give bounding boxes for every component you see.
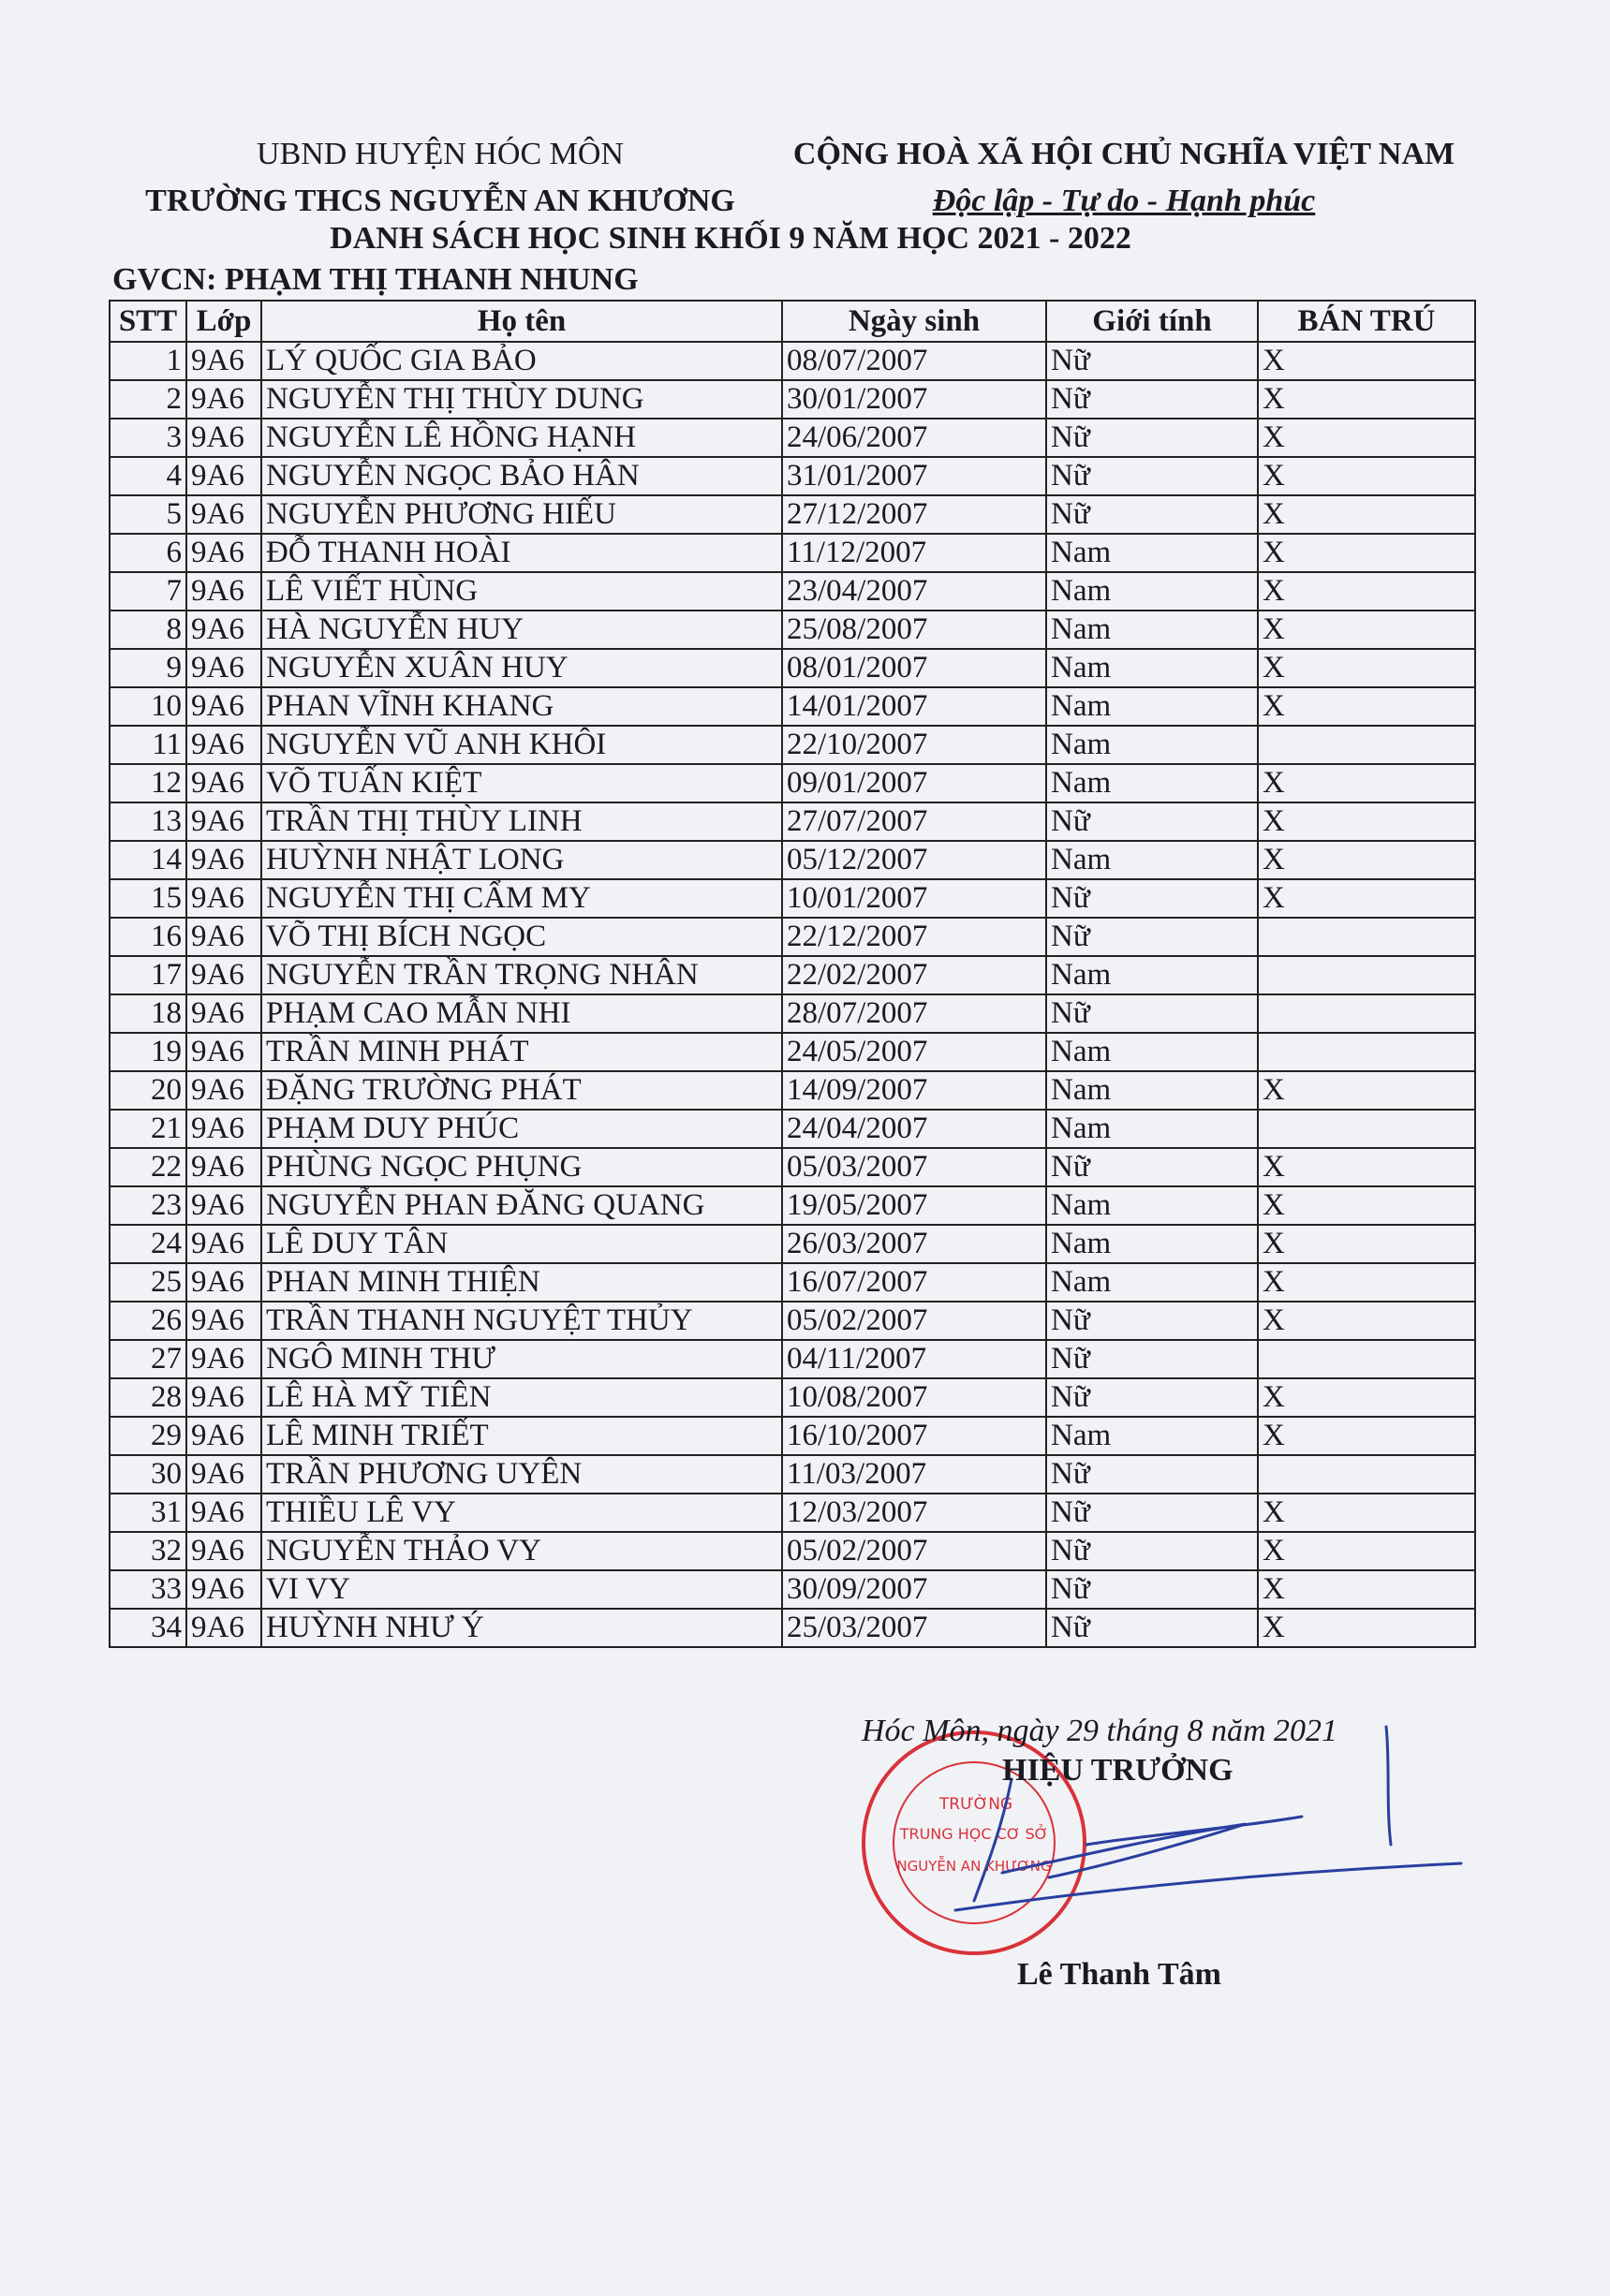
cell-gender: Nữ bbox=[1046, 1609, 1258, 1647]
cell-boarding: X bbox=[1258, 1378, 1475, 1417]
cell-gender: Nam bbox=[1046, 1225, 1258, 1263]
cell-gender: Nữ bbox=[1046, 1532, 1258, 1570]
table-row bbox=[110, 1110, 1475, 1148]
table-row bbox=[110, 1570, 1475, 1609]
stamp-line-1: TRƯỜNG bbox=[938, 1795, 1013, 1814]
cell-gender: Nam bbox=[1046, 611, 1258, 649]
cell-birthdate: 22/02/2007 bbox=[782, 956, 1046, 994]
cell-boarding: X bbox=[1258, 802, 1475, 841]
cell-boarding: X bbox=[1258, 1302, 1475, 1340]
cell-boarding: X bbox=[1258, 1148, 1475, 1186]
table-row bbox=[110, 1225, 1475, 1263]
cell-birthdate: 23/04/2007 bbox=[782, 572, 1046, 611]
cell-stt: 22 bbox=[110, 1148, 186, 1186]
cell-boarding: X bbox=[1258, 1609, 1475, 1647]
cell-class: 9A6 bbox=[186, 534, 261, 572]
table-row bbox=[110, 495, 1475, 534]
table-row bbox=[110, 534, 1475, 572]
cell-birthdate: 25/08/2007 bbox=[782, 611, 1046, 649]
cell-name: HUỲNH NHƯ Ý bbox=[261, 1609, 782, 1647]
cell-class: 9A6 bbox=[186, 1071, 261, 1110]
cell-birthdate: 08/01/2007 bbox=[782, 649, 1046, 687]
cell-gender: Nữ bbox=[1046, 1570, 1258, 1609]
cell-gender: Nữ bbox=[1046, 994, 1258, 1033]
cell-name: LÊ DUY TÂN bbox=[261, 1225, 782, 1263]
cell-boarding bbox=[1258, 1340, 1475, 1378]
cell-name: NGUYỄN TRẦN TRỌNG NHÂN bbox=[261, 956, 782, 994]
table-row bbox=[110, 841, 1475, 879]
cell-birthdate: 24/06/2007 bbox=[782, 419, 1046, 457]
table-row bbox=[110, 611, 1475, 649]
table-row bbox=[110, 1378, 1475, 1417]
cell-birthdate: 12/03/2007 bbox=[782, 1494, 1046, 1532]
cell-birthdate: 04/11/2007 bbox=[782, 1340, 1046, 1378]
col-header-stt: STT bbox=[110, 301, 186, 342]
table-row bbox=[110, 1494, 1475, 1532]
cell-class: 9A6 bbox=[186, 1378, 261, 1417]
homeroom-teacher: GVCN: PHẠM THỊ THANH NHUNG bbox=[112, 262, 639, 297]
cell-birthdate: 05/03/2007 bbox=[782, 1148, 1046, 1186]
cell-name: VI VY bbox=[261, 1570, 782, 1609]
header-right bbox=[768, 131, 1480, 225]
cell-class: 9A6 bbox=[186, 1148, 261, 1186]
cell-gender: Nữ bbox=[1046, 1302, 1258, 1340]
cell-class: 9A6 bbox=[186, 802, 261, 841]
table-row bbox=[110, 1302, 1475, 1340]
cell-stt: 18 bbox=[110, 994, 186, 1033]
cell-gender: Nữ bbox=[1046, 802, 1258, 841]
cell-class: 9A6 bbox=[186, 1263, 261, 1302]
cell-stt: 5 bbox=[110, 495, 186, 534]
cell-boarding: X bbox=[1258, 1263, 1475, 1302]
cell-boarding: X bbox=[1258, 764, 1475, 802]
cell-gender: Nam bbox=[1046, 764, 1258, 802]
cell-name: VÕ TUẤN KIỆT bbox=[261, 764, 782, 802]
cell-gender: Nữ bbox=[1046, 342, 1258, 380]
cell-birthdate: 16/07/2007 bbox=[782, 1263, 1046, 1302]
cell-stt: 8 bbox=[110, 611, 186, 649]
cell-class: 9A6 bbox=[186, 1532, 261, 1570]
table-row bbox=[110, 380, 1475, 419]
cell-name: NGUYỄN LÊ HỒNG HẠNH bbox=[261, 419, 782, 457]
cell-gender: Nữ bbox=[1046, 457, 1258, 495]
cell-gender: Nam bbox=[1046, 1417, 1258, 1455]
stamp-line-3: NGUYỄN AN KHƯƠNG bbox=[896, 1858, 1052, 1875]
cell-stt: 3 bbox=[110, 419, 186, 457]
cell-class: 9A6 bbox=[186, 764, 261, 802]
table-row bbox=[110, 1071, 1475, 1110]
cell-birthdate: 24/04/2007 bbox=[782, 1110, 1046, 1148]
cell-name: TRẦN PHƯƠNG UYÊN bbox=[261, 1455, 782, 1494]
cell-birthdate: 11/03/2007 bbox=[782, 1455, 1046, 1494]
cell-stt: 28 bbox=[110, 1378, 186, 1417]
table-row bbox=[110, 1186, 1475, 1225]
cell-class: 9A6 bbox=[186, 649, 261, 687]
cell-class: 9A6 bbox=[186, 1033, 261, 1071]
signature-title: HIỆU TRƯỞNG bbox=[1002, 1753, 1233, 1788]
table-row bbox=[110, 956, 1475, 994]
cell-name: NGUYỄN THỊ CẨM MY bbox=[261, 879, 782, 918]
cell-stt: 29 bbox=[110, 1417, 186, 1455]
signature-name: Lê Thanh Tâm bbox=[1017, 1957, 1221, 1992]
cell-stt: 34 bbox=[110, 1609, 186, 1647]
table-row bbox=[110, 342, 1475, 380]
cell-name: PHẠM CAO MẪN NHI bbox=[261, 994, 782, 1033]
cell-stt: 1 bbox=[110, 342, 186, 380]
cell-boarding: X bbox=[1258, 1570, 1475, 1609]
cell-boarding: X bbox=[1258, 457, 1475, 495]
cell-stt: 32 bbox=[110, 1532, 186, 1570]
national-title: CỘNG HOÀ XÃ HỘI CHỦ NGHĨA VIỆT NAM bbox=[792, 137, 1455, 171]
cell-stt: 16 bbox=[110, 918, 186, 956]
cell-stt: 23 bbox=[110, 1186, 186, 1225]
cell-stt: 17 bbox=[110, 956, 186, 994]
cell-birthdate: 27/07/2007 bbox=[782, 802, 1046, 841]
cell-gender: Nam bbox=[1046, 726, 1258, 764]
cell-class: 9A6 bbox=[186, 956, 261, 994]
cell-birthdate: 26/03/2007 bbox=[782, 1225, 1046, 1263]
cell-name: VÕ THỊ BÍCH NGỌC bbox=[261, 918, 782, 956]
cell-name: NGUYỄN THỊ THÙY DUNG bbox=[261, 380, 782, 419]
cell-name: ĐẶNG TRƯỜNG PHÁT bbox=[261, 1071, 782, 1110]
cell-boarding bbox=[1258, 1110, 1475, 1148]
cell-stt: 31 bbox=[110, 1494, 186, 1532]
cell-gender: Nam bbox=[1046, 1033, 1258, 1071]
stamp-line-2: TRUNG HỌC CƠ SỞ bbox=[899, 1825, 1049, 1843]
table-row bbox=[110, 457, 1475, 495]
cell-gender: Nam bbox=[1046, 956, 1258, 994]
cell-name: LÊ MINH TRIẾT bbox=[261, 1417, 782, 1455]
cell-birthdate: 31/01/2007 bbox=[782, 457, 1046, 495]
cell-gender: Nam bbox=[1046, 1110, 1258, 1148]
cell-birthdate: 25/03/2007 bbox=[782, 1609, 1046, 1647]
cell-name: HÀ NGUYỄN HUY bbox=[261, 611, 782, 649]
cell-boarding: X bbox=[1258, 534, 1475, 572]
cell-class: 9A6 bbox=[186, 342, 261, 380]
cell-name: LÊ HÀ MỸ TIÊN bbox=[261, 1378, 782, 1417]
cell-boarding: X bbox=[1258, 1186, 1475, 1225]
cell-birthdate: 05/12/2007 bbox=[782, 841, 1046, 879]
cell-birthdate: 14/01/2007 bbox=[782, 687, 1046, 726]
signature-date: Hóc Môn, ngày 29 tháng 8 năm 2021 bbox=[862, 1714, 1338, 1748]
cell-gender: Nữ bbox=[1046, 1494, 1258, 1532]
cell-class: 9A6 bbox=[186, 994, 261, 1033]
cell-stt: 7 bbox=[110, 572, 186, 611]
cell-birthdate: 28/07/2007 bbox=[782, 994, 1046, 1033]
cell-stt: 27 bbox=[110, 1340, 186, 1378]
cell-class: 9A6 bbox=[186, 419, 261, 457]
cell-class: 9A6 bbox=[186, 1186, 261, 1225]
table-row bbox=[110, 1033, 1475, 1071]
cell-class: 9A6 bbox=[186, 1417, 261, 1455]
cell-boarding: X bbox=[1258, 649, 1475, 687]
cell-name: TRẦN THỊ THÙY LINH bbox=[261, 802, 782, 841]
table-body bbox=[110, 342, 1475, 1647]
col-header-name: Họ tên bbox=[261, 301, 782, 342]
school-name: TRƯỜNG THCS NGUYỄN AN KHƯƠNG bbox=[145, 184, 735, 218]
cell-birthdate: 05/02/2007 bbox=[782, 1532, 1046, 1570]
cell-stt: 24 bbox=[110, 1225, 186, 1263]
table-row bbox=[110, 764, 1475, 802]
cell-gender: Nữ bbox=[1046, 879, 1258, 918]
cell-stt: 2 bbox=[110, 380, 186, 419]
cell-class: 9A6 bbox=[186, 380, 261, 419]
cell-class: 9A6 bbox=[186, 841, 261, 879]
cell-name: NGUYỄN PHƯƠNG HIẾU bbox=[261, 495, 782, 534]
cell-gender: Nữ bbox=[1046, 1378, 1258, 1417]
cell-boarding bbox=[1258, 994, 1475, 1033]
cell-boarding: X bbox=[1258, 572, 1475, 611]
cell-boarding: X bbox=[1258, 1225, 1475, 1263]
cell-name: PHAN VĨNH KHANG bbox=[261, 687, 782, 726]
cell-boarding: X bbox=[1258, 611, 1475, 649]
cell-class: 9A6 bbox=[186, 1225, 261, 1263]
national-motto: Độc lập - Tự do - Hạnh phúc bbox=[932, 184, 1316, 218]
table-row bbox=[110, 918, 1475, 956]
student-table bbox=[109, 300, 1476, 1648]
cell-birthdate: 19/05/2007 bbox=[782, 1186, 1046, 1225]
cell-stt: 6 bbox=[110, 534, 186, 572]
cell-boarding: X bbox=[1258, 1071, 1475, 1110]
cell-birthdate: 05/02/2007 bbox=[782, 1302, 1046, 1340]
cell-boarding: X bbox=[1258, 419, 1475, 457]
cell-stt: 13 bbox=[110, 802, 186, 841]
cell-name: NGUYỄN NGỌC BẢO HÂN bbox=[261, 457, 782, 495]
cell-gender: Nam bbox=[1046, 1071, 1258, 1110]
cell-stt: 30 bbox=[110, 1455, 186, 1494]
cell-stt: 10 bbox=[110, 687, 186, 726]
cell-gender: Nữ bbox=[1046, 380, 1258, 419]
table-header-row bbox=[110, 301, 1475, 342]
cell-birthdate: 11/12/2007 bbox=[782, 534, 1046, 572]
cell-class: 9A6 bbox=[186, 1302, 261, 1340]
cell-boarding bbox=[1258, 1033, 1475, 1071]
cell-class: 9A6 bbox=[186, 1340, 261, 1378]
cell-gender: Nam bbox=[1046, 841, 1258, 879]
cell-birthdate: 09/01/2007 bbox=[782, 764, 1046, 802]
document-title: DANH SÁCH HỌC SINH KHỐI 9 NĂM HỌC 2021 - 2022 bbox=[330, 221, 1131, 256]
cell-class: 9A6 bbox=[186, 1110, 261, 1148]
table-row bbox=[110, 419, 1475, 457]
cell-stt: 26 bbox=[110, 1302, 186, 1340]
cell-gender: Nam bbox=[1046, 534, 1258, 572]
table-row bbox=[110, 1609, 1475, 1647]
cell-class: 9A6 bbox=[186, 1570, 261, 1609]
cell-gender: Nữ bbox=[1046, 1148, 1258, 1186]
col-header-gender: Giới tính bbox=[1046, 301, 1258, 342]
cell-birthdate: 30/09/2007 bbox=[782, 1570, 1046, 1609]
cell-stt: 33 bbox=[110, 1570, 186, 1609]
cell-class: 9A6 bbox=[186, 879, 261, 918]
cell-class: 9A6 bbox=[186, 1455, 261, 1494]
cell-stt: 19 bbox=[110, 1033, 186, 1071]
cell-birthdate: 10/08/2007 bbox=[782, 1378, 1046, 1417]
cell-boarding: X bbox=[1258, 1494, 1475, 1532]
cell-name: TRẦN MINH PHÁT bbox=[261, 1033, 782, 1071]
cell-class: 9A6 bbox=[186, 457, 261, 495]
cell-class: 9A6 bbox=[186, 918, 261, 956]
cell-boarding: X bbox=[1258, 495, 1475, 534]
cell-birthdate: 14/09/2007 bbox=[782, 1071, 1046, 1110]
cell-class: 9A6 bbox=[186, 495, 261, 534]
cell-stt: 9 bbox=[110, 649, 186, 687]
cell-boarding bbox=[1258, 956, 1475, 994]
cell-boarding: X bbox=[1258, 380, 1475, 419]
table-row bbox=[110, 1263, 1475, 1302]
table-row bbox=[110, 802, 1475, 841]
cell-stt: 11 bbox=[110, 726, 186, 764]
table-row bbox=[110, 649, 1475, 687]
cell-stt: 4 bbox=[110, 457, 186, 495]
table-row bbox=[110, 572, 1475, 611]
cell-birthdate: 16/10/2007 bbox=[782, 1417, 1046, 1455]
cell-birthdate: 10/01/2007 bbox=[782, 879, 1046, 918]
cell-class: 9A6 bbox=[186, 726, 261, 764]
table-row bbox=[110, 994, 1475, 1033]
cell-boarding: X bbox=[1258, 687, 1475, 726]
cell-boarding bbox=[1258, 726, 1475, 764]
cell-birthdate: 08/07/2007 bbox=[782, 342, 1046, 380]
cell-name: HUỲNH NHẬT LONG bbox=[261, 841, 782, 879]
cell-gender: Nam bbox=[1046, 1263, 1258, 1302]
cell-name: PHÙNG NGỌC PHỤNG bbox=[261, 1148, 782, 1186]
cell-class: 9A6 bbox=[186, 611, 261, 649]
col-header-class: Lớp bbox=[186, 301, 261, 342]
cell-name: THIỀU LÊ VY bbox=[261, 1494, 782, 1532]
cell-stt: 25 bbox=[110, 1263, 186, 1302]
table-row bbox=[110, 1148, 1475, 1186]
cell-boarding: X bbox=[1258, 841, 1475, 879]
cell-stt: 12 bbox=[110, 764, 186, 802]
cell-name: PHAN MINH THIỆN bbox=[261, 1263, 782, 1302]
cell-gender: Nữ bbox=[1046, 1455, 1258, 1494]
cell-boarding: X bbox=[1258, 342, 1475, 380]
district-name: UBND HUYỆN HÓC MÔN bbox=[257, 137, 624, 171]
cell-boarding: X bbox=[1258, 879, 1475, 918]
cell-gender: Nữ bbox=[1046, 1340, 1258, 1378]
cell-name: LÊ VIẾT HÙNG bbox=[261, 572, 782, 611]
cell-name: TRẦN THANH NGUYỆT THỦY bbox=[261, 1302, 782, 1340]
cell-name: NGUYỄN XUÂN HUY bbox=[261, 649, 782, 687]
cell-gender: Nam bbox=[1046, 572, 1258, 611]
cell-class: 9A6 bbox=[186, 1609, 261, 1647]
cell-stt: 20 bbox=[110, 1071, 186, 1110]
table-row bbox=[110, 1532, 1475, 1570]
cell-birthdate: 22/12/2007 bbox=[782, 918, 1046, 956]
table-row bbox=[110, 687, 1475, 726]
table-row bbox=[110, 879, 1475, 918]
cell-class: 9A6 bbox=[186, 687, 261, 726]
cell-boarding: X bbox=[1258, 1417, 1475, 1455]
table-row bbox=[110, 1417, 1475, 1455]
cell-birthdate: 22/10/2007 bbox=[782, 726, 1046, 764]
cell-stt: 14 bbox=[110, 841, 186, 879]
cell-boarding: X bbox=[1258, 1532, 1475, 1570]
cell-boarding bbox=[1258, 918, 1475, 956]
cell-name: NGUYỄN PHAN ĐĂNG QUANG bbox=[261, 1186, 782, 1225]
cell-birthdate: 27/12/2007 bbox=[782, 495, 1046, 534]
cell-gender: Nữ bbox=[1046, 419, 1258, 457]
cell-name: LÝ QUỐC GIA BẢO bbox=[261, 342, 782, 380]
table-row bbox=[110, 1455, 1475, 1494]
table-row bbox=[110, 1340, 1475, 1378]
cell-gender: Nữ bbox=[1046, 918, 1258, 956]
cell-name: NGÔ MINH THƯ bbox=[261, 1340, 782, 1378]
header-left bbox=[131, 131, 749, 225]
cell-birthdate: 24/05/2007 bbox=[782, 1033, 1046, 1071]
cell-gender: Nam bbox=[1046, 687, 1258, 726]
cell-class: 9A6 bbox=[186, 572, 261, 611]
cell-gender: Nam bbox=[1046, 649, 1258, 687]
cell-name: NGUYỄN VŨ ANH KHÔI bbox=[261, 726, 782, 764]
cell-class: 9A6 bbox=[186, 1494, 261, 1532]
col-header-birthdate: Ngày sinh bbox=[782, 301, 1046, 342]
cell-boarding bbox=[1258, 1455, 1475, 1494]
table-row bbox=[110, 726, 1475, 764]
cell-birthdate: 30/01/2007 bbox=[782, 380, 1046, 419]
cell-gender: Nữ bbox=[1046, 495, 1258, 534]
col-header-boarding: BÁN TRÚ bbox=[1258, 301, 1475, 342]
cell-name: PHẠM DUY PHÚC bbox=[261, 1110, 782, 1148]
cell-name: NGUYỄN THẢO VY bbox=[261, 1532, 782, 1570]
cell-stt: 15 bbox=[110, 879, 186, 918]
cell-name: ĐỖ THANH HOÀI bbox=[261, 534, 782, 572]
cell-stt: 21 bbox=[110, 1110, 186, 1148]
cell-gender: Nam bbox=[1046, 1186, 1258, 1225]
